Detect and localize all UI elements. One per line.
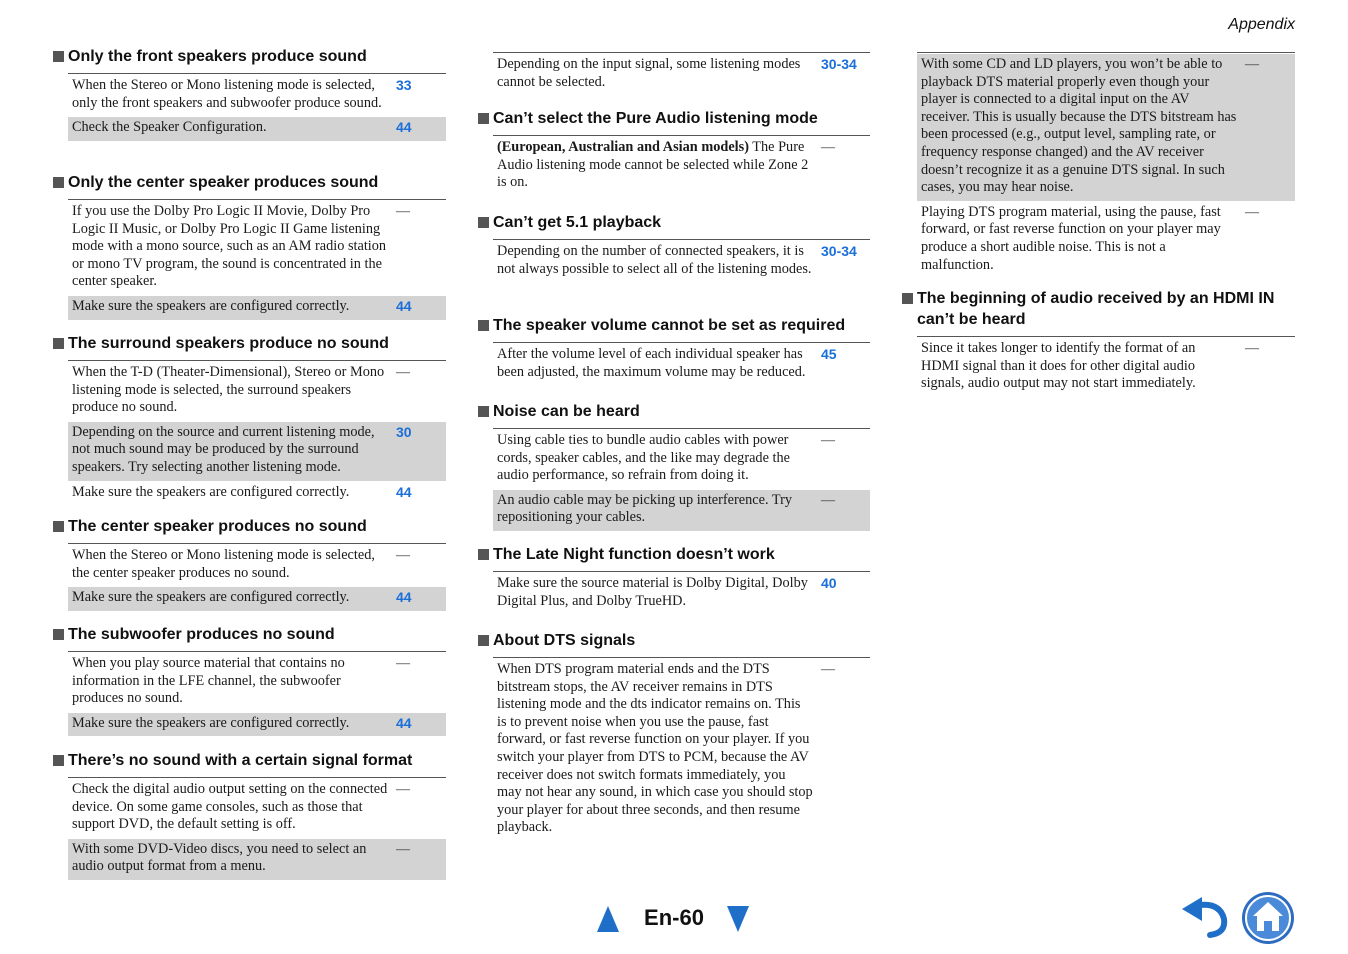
solution-table: [493, 428, 870, 531]
bullet-square-icon: [478, 113, 489, 124]
solution-text: [68, 364, 388, 417]
solution-text-body: Check the digital audio output setting on the connected device. On some game consoles, such as those that support DVD, the default setting is off.: [72, 781, 388, 833]
solution-table: [493, 657, 870, 841]
solution-text-body: The Pure Audio listening mode cannot be selected while Zone 2 is on.: [497, 139, 809, 191]
section-heading: [478, 315, 870, 336]
troubleshoot-section: [53, 516, 446, 611]
table-row: [68, 652, 446, 712]
table-row: [493, 572, 870, 614]
page-reference-none: —: [821, 140, 835, 155]
table-row: [68, 712, 446, 737]
section-heading: [53, 750, 446, 771]
table-row: [68, 838, 446, 880]
bullet-square-icon: [478, 635, 489, 646]
section-heading: [902, 288, 1295, 330]
solution-text-body: Playing DTS program material, using the pause, fast forward, or fast reverse function on your player may produce a short audible noise. This is not a malfunction.: [921, 203, 1221, 273]
section-heading: [478, 544, 870, 565]
solution-text: [493, 575, 813, 610]
page-reference-link[interactable]: 45: [821, 346, 837, 362]
solution-text: [68, 298, 388, 316]
page-reference-link[interactable]: 30-34: [821, 243, 857, 259]
solution-text-body: After the volume level of each individual speaker has been adjusted, the maximum volume may be reduced.: [497, 346, 806, 380]
solution-text-body: Since it takes longer to identify the format of an HDMI signal than it does for other digital audio signals, audio output may not start immediately.: [921, 340, 1196, 392]
section-heading-text: The beginning of audio received by an HDMI IN can’t be heard: [917, 290, 1275, 328]
page-reference-link[interactable]: 44: [396, 589, 412, 606]
bullet-square-icon: [53, 755, 64, 766]
model-note: (European, Australian and Asian models): [497, 139, 749, 155]
solution-text: [493, 56, 813, 91]
bullet-square-icon: [478, 320, 489, 331]
section-heading-text: The subwoofer produces no sound: [68, 626, 335, 643]
solution-text: [68, 655, 388, 708]
section-heading-text: Only the front speakers produce sound: [68, 48, 367, 65]
table-row: [68, 74, 446, 116]
solution-text: [68, 203, 388, 291]
solution-text: [917, 56, 1237, 197]
solution-text: [493, 432, 813, 485]
bullet-square-icon: [478, 217, 489, 228]
bullet-square-icon: [53, 177, 64, 188]
troubleshoot-section: [53, 172, 446, 320]
section-heading-text: Only the center speaker produces sound: [68, 174, 379, 191]
table-row: [917, 337, 1295, 397]
section-heading-text: The surround speakers produce no sound: [68, 335, 389, 352]
solution-table: [493, 571, 870, 614]
solution-text-body: If you use the Dolby Pro Logic II Movie, Dolby Pro Logic II Music, or Dolby Pro Logic II Game listening mode with a mono source, such as an AM radio station or mono TV program, the sound is concentrated in the center speaker.: [72, 203, 387, 290]
solution-text-body: When DTS program material ends and the DTS bitstream stops, the AV receiver remains in DTS listening mode and the dts indicator remains on. This is to prevent noise when you use the pause, fast forward, or fast reverse function on your player. If you switch your player from DTS to PCM, because the AV receiver does not switch formats immediately, you may not hear any sound, in which case you should stop your player for about three seconds, and then resume playback.: [497, 661, 813, 836]
section-label: Appendix: [1228, 16, 1295, 33]
solution-text-body: An audio cable may be picking up interference. Try repositioning your cables.: [497, 491, 792, 526]
section-heading: [53, 624, 446, 645]
table-row: [68, 481, 446, 506]
troubleshoot-section: [902, 52, 1295, 278]
solution-text: [68, 484, 388, 502]
solution-text-body: Using cable ties to bundle audio cables with power cords, speaker cables, and the like may degrade the audio performance, so refrain from doing it.: [497, 432, 790, 484]
back-icon[interactable]: [1180, 895, 1230, 939]
section-heading: [53, 333, 446, 354]
page-reference-link[interactable]: 44: [396, 119, 412, 136]
section-heading-text: There’s no sound with a certain signal format: [68, 752, 413, 769]
page-reference-none: —: [1245, 57, 1259, 72]
solution-table: [493, 342, 870, 385]
page-reference-link[interactable]: 44: [396, 297, 412, 314]
solution-text-body: When the Stereo or Mono listening mode is selected, the center speaker produces no sound.: [72, 547, 375, 581]
solution-text-body: Make sure the speakers are configured correctly.: [72, 589, 350, 606]
page-reference-none: —: [396, 656, 410, 671]
solution-text: [493, 243, 813, 278]
solution-table: [917, 336, 1295, 397]
table-row: [917, 201, 1295, 278]
table-row: [68, 586, 446, 611]
solution-text-body: When the T-D (Theater-Dimensional), Stereo or Mono listening mode is selected, the surround speakers produce no sound.: [72, 364, 385, 416]
table-row: [917, 53, 1295, 201]
bullet-square-icon: [53, 338, 64, 349]
troubleshoot-section: [53, 624, 446, 736]
table-row: [493, 429, 870, 489]
solution-text-body: When you play source material that contains no information in the LFE channel, the subwoofer produces no sound.: [72, 655, 345, 707]
section-heading: [53, 46, 446, 67]
page-reference-none: —: [396, 782, 410, 797]
solution-text: [917, 340, 1237, 393]
table-row: [68, 778, 446, 838]
solution-text-body: Depending on the source and current listening mode, not much sound may be produced by the surround speakers. Try selecting another listening mode.: [72, 423, 375, 475]
section-heading: [53, 516, 446, 537]
section-heading-text: The center speaker produces no sound: [68, 518, 367, 535]
solution-text: [917, 204, 1237, 274]
page-reference-link[interactable]: 40: [821, 575, 837, 591]
page-reference-none: —: [821, 492, 835, 508]
page-reference-none: —: [396, 548, 410, 563]
solution-text: [68, 424, 388, 477]
solution-table: [68, 73, 446, 141]
solution-text-body: Make sure the speakers are configured correctly.: [72, 714, 350, 731]
solution-table: [493, 52, 870, 95]
solution-text: [68, 589, 388, 607]
bullet-square-icon: [478, 406, 489, 417]
table-row: [493, 53, 870, 95]
table-row: [68, 361, 446, 421]
table-row: [68, 200, 446, 295]
solution-text: [68, 715, 388, 733]
solution-text: [68, 781, 388, 834]
section-heading-text: The Late Night function doesn’t work: [493, 546, 775, 563]
page-reference-none: —: [821, 662, 835, 677]
solution-table: [493, 135, 870, 196]
solution-table: [68, 543, 446, 611]
section-heading-text: The speaker volume cannot be set as required: [493, 317, 846, 334]
page-reference-link[interactable]: 44: [396, 714, 412, 731]
bullet-square-icon: [902, 293, 913, 304]
section-heading: [53, 172, 446, 193]
table-row: [493, 658, 870, 841]
table-row: [493, 343, 870, 385]
solution-text: [68, 841, 388, 876]
solution-text: [493, 346, 813, 381]
troubleshoot-section: [478, 52, 870, 95]
solution-table: [917, 52, 1295, 278]
page-reference-none: —: [396, 365, 410, 380]
page-number: En-60: [644, 905, 704, 930]
section-heading: [478, 630, 870, 651]
solution-text: [493, 661, 813, 837]
section-heading: [478, 212, 870, 233]
troubleshoot-section: [53, 333, 446, 505]
solution-text: [493, 492, 813, 527]
page-reference-none: —: [396, 204, 410, 219]
section-heading-text: About DTS signals: [493, 632, 636, 649]
section-heading: [478, 108, 870, 129]
bullet-square-icon: [53, 629, 64, 640]
bullet-square-icon: [478, 549, 489, 560]
troubleshoot-section: [53, 46, 446, 141]
table-row: [493, 136, 870, 196]
bullet-square-icon: [53, 521, 64, 532]
bullet-square-icon: [53, 51, 64, 62]
solution-text-body: Check the Speaker Configuration.: [72, 119, 267, 136]
next-page-icon[interactable]: [726, 904, 750, 934]
solution-table: [68, 199, 446, 320]
section-heading-text: Noise can be heard: [493, 403, 640, 420]
section-heading: [478, 401, 870, 422]
page-reference-none: —: [1245, 204, 1259, 220]
solution-table: [493, 239, 870, 282]
troubleshoot-section: [478, 544, 870, 614]
troubleshoot-section: [478, 630, 870, 841]
page-reference-none: —: [1245, 341, 1259, 356]
troubleshoot-section: [478, 401, 870, 531]
solution-table: [68, 360, 446, 505]
page-reference-link[interactable]: 33: [396, 77, 412, 93]
section-heading-text: Can’t get 5.1 playback: [493, 214, 662, 231]
table-row: [68, 295, 446, 320]
solution-text-body: Depending on the input signal, some listening modes cannot be selected.: [497, 56, 801, 90]
solution-text-body: With some CD and LD players, you won’t be able to playback DTS material properly even though your player is connected to a digital input on the AV receiver. This is usually because the DTS bitstream has been processed (e.g., output level, sampling rate, or frequency response changed) and the AV receiver doesn’t recognize it as a genuine DTS signal. In such cases, you may hear noise.: [921, 56, 1237, 196]
troubleshoot-section: [478, 315, 870, 385]
page-reference-link[interactable]: 30: [396, 423, 412, 440]
solution-text: [68, 77, 388, 112]
table-row: [68, 116, 446, 141]
solution-table: [68, 651, 446, 736]
troubleshoot-section: [902, 288, 1295, 397]
page-reference-link[interactable]: 44: [396, 483, 412, 500]
page-reference-link[interactable]: 30-34: [821, 56, 857, 72]
solution-table: [68, 777, 446, 880]
home-icon[interactable]: [1241, 891, 1295, 945]
solution-text-body: With some DVD-Video discs, you need to select an audio output format from a menu.: [72, 840, 367, 875]
solution-text: [68, 547, 388, 582]
solution-text: [68, 119, 388, 137]
table-row: [68, 544, 446, 586]
solution-text-body: Make sure the speakers are configured correctly.: [72, 483, 350, 500]
solution-text-body: When the Stereo or Mono listening mode is selected, only the front speakers and subwoofer produce sound.: [72, 77, 382, 111]
solution-text-body: Depending on the number of connected speakers, it is not always possible to select all of the listening modes.: [497, 243, 812, 277]
solution-text-body: Make sure the speakers are configured correctly.: [72, 297, 350, 314]
table-row: [493, 240, 870, 282]
page-reference-none: —: [821, 433, 835, 448]
troubleshoot-section: [478, 108, 870, 196]
table-row: [493, 489, 870, 531]
troubleshoot-section: [478, 212, 870, 282]
section-heading-text: Can’t select the Pure Audio listening mode: [493, 110, 818, 127]
page-reference-none: —: [396, 841, 410, 857]
solution-text-body: Make sure the source material is Dolby Digital, Dolby Digital Plus, and Dolby TrueHD.: [497, 575, 808, 609]
solution-text: [493, 139, 813, 192]
troubleshoot-section: [53, 750, 446, 880]
table-row: [68, 421, 446, 481]
